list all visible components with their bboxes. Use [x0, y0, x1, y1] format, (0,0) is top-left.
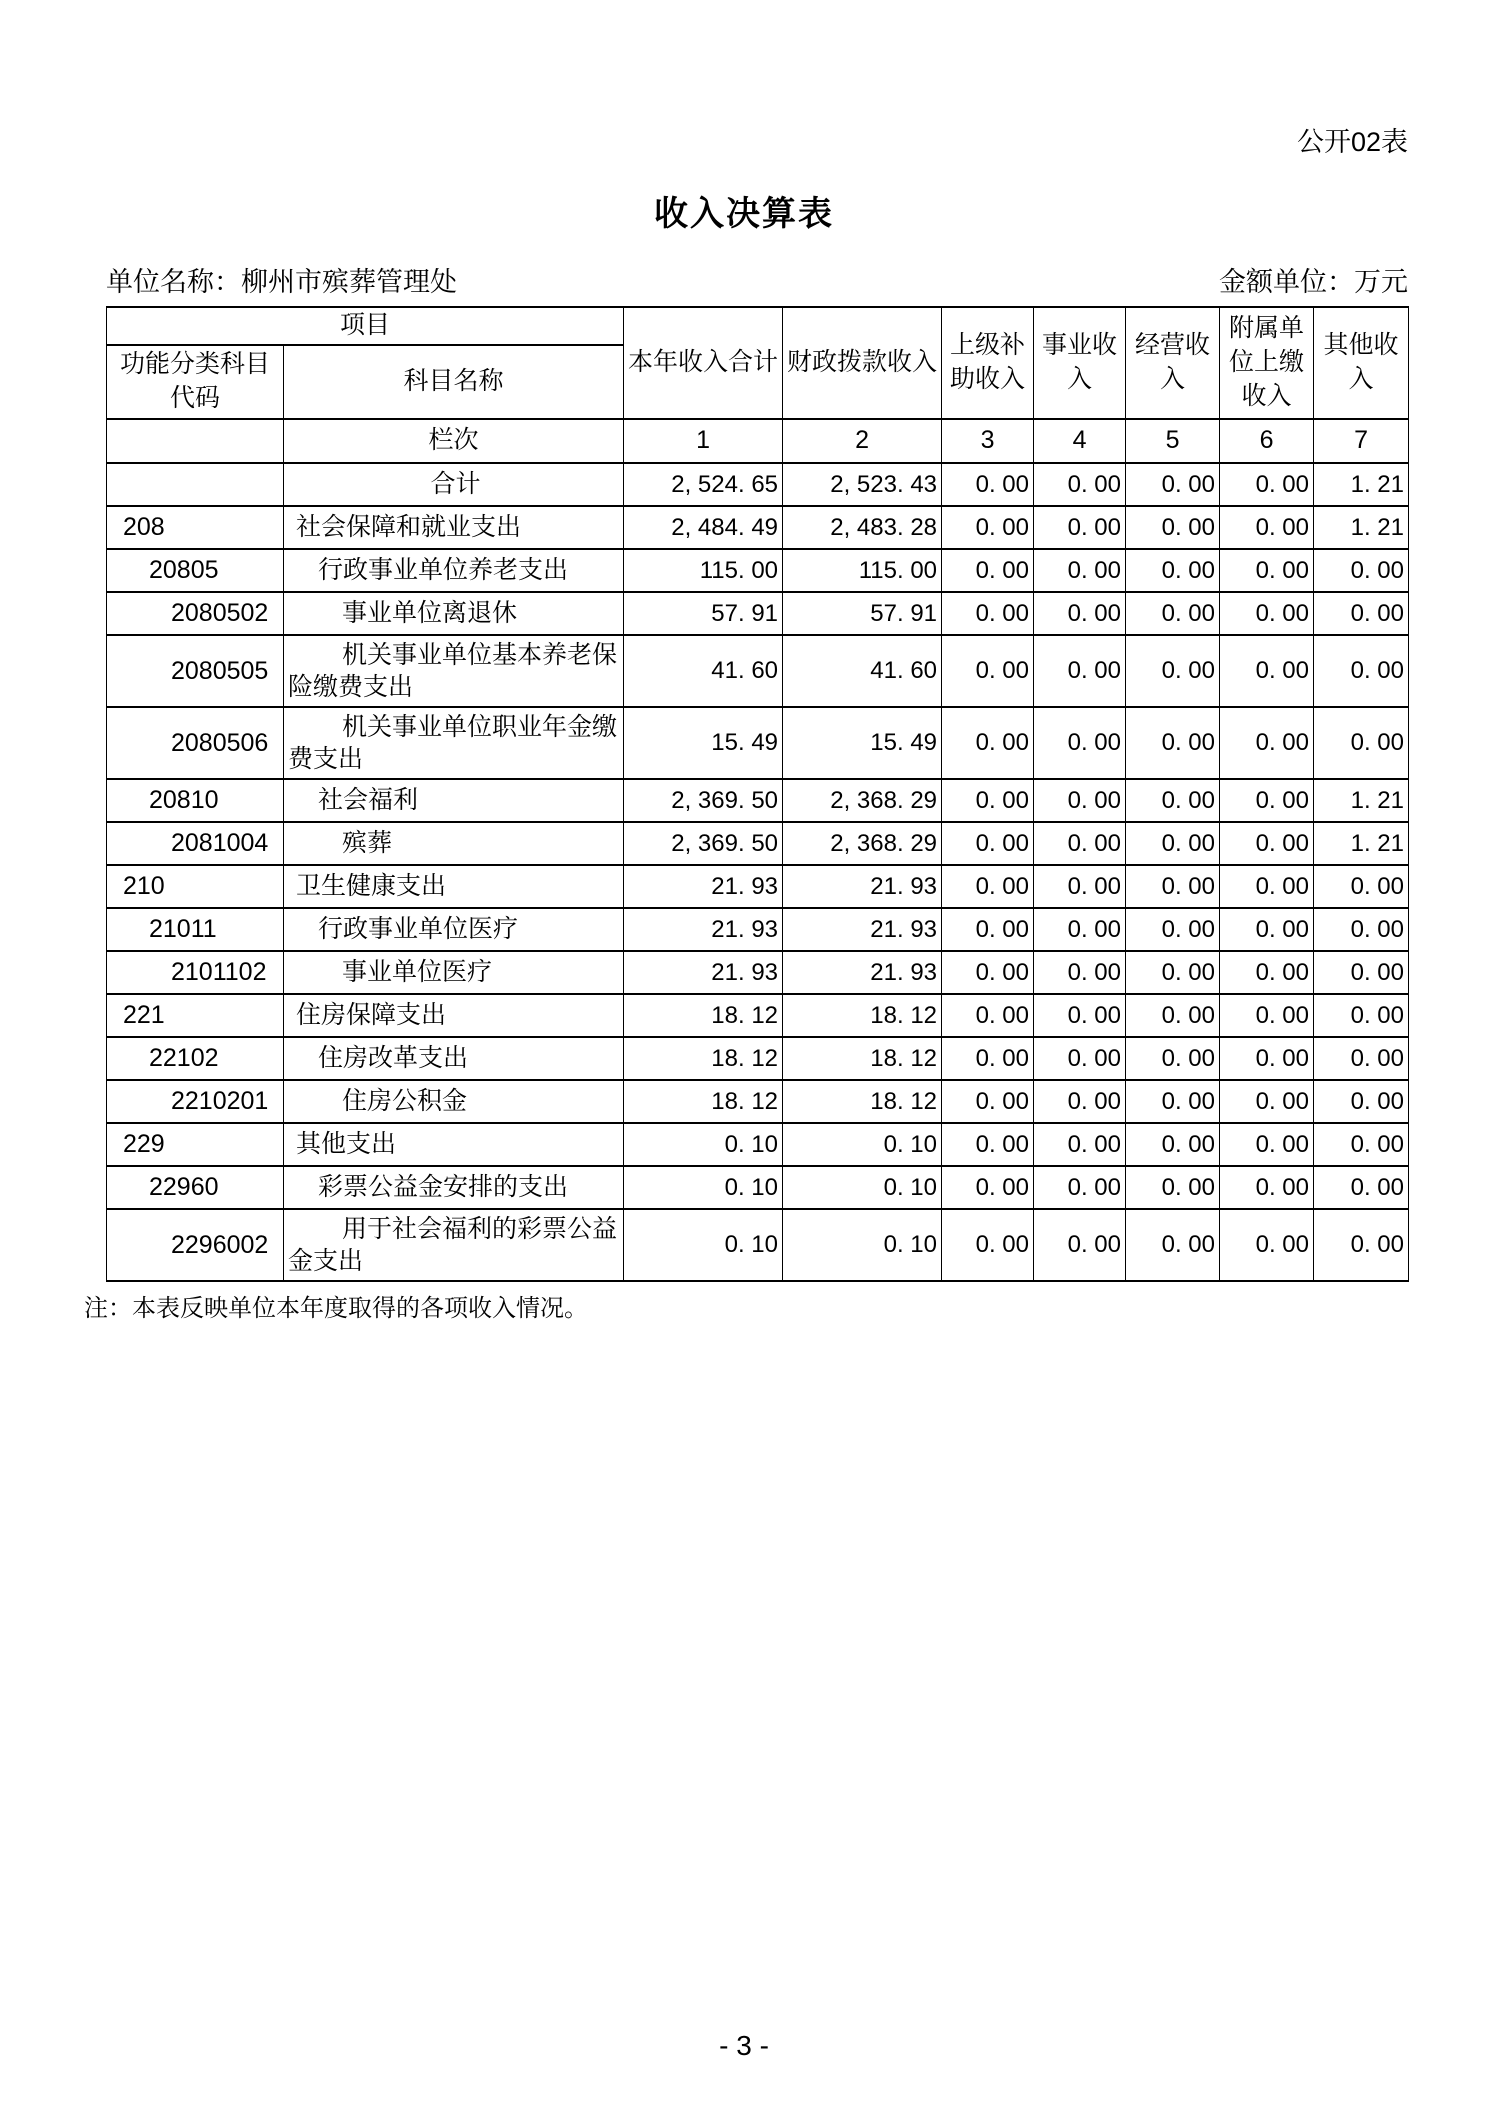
table-row	[107, 549, 1409, 592]
value-cell-total: 57. 91	[624, 592, 783, 635]
value-cell-business: 0. 00	[1126, 1080, 1220, 1123]
value-cell-affiliated: 0. 00	[1220, 1209, 1314, 1281]
value-cell-affiliated: 0. 00	[1220, 1037, 1314, 1080]
value-cell-total: 21. 93	[624, 865, 783, 908]
function-code-cell: 2080505	[107, 635, 284, 707]
header-blank-cell	[107, 419, 284, 463]
value-cell-affiliated: 0. 00	[1220, 707, 1314, 779]
income-final-accounts-table	[106, 306, 1409, 1282]
subject-name-cell: 合计	[284, 463, 624, 506]
value-cell-other: 0. 00	[1314, 549, 1409, 592]
value-cell-affiliated: 0. 00	[1220, 779, 1314, 822]
value-cell-business: 0. 00	[1126, 707, 1220, 779]
table-row	[107, 635, 1409, 707]
subject-name-cell: 殡葬	[284, 822, 624, 865]
value-cell-other: 1. 21	[1314, 822, 1409, 865]
subject-name-cell: 用于社会福利的彩票公益金支出	[284, 1209, 624, 1281]
value-cell-operational: 0. 00	[1034, 506, 1126, 549]
value-cell-business: 0. 00	[1126, 779, 1220, 822]
value-cell-fiscal: 2, 523. 43	[783, 463, 942, 506]
value-cell-business: 0. 00	[1126, 635, 1220, 707]
value-cell-superior-subsidy: 0. 00	[942, 707, 1034, 779]
function-code-cell: 2101102	[107, 951, 284, 994]
header-column-4: 事业收入	[1034, 307, 1126, 419]
table-row	[107, 592, 1409, 635]
value-cell-affiliated: 0. 00	[1220, 506, 1314, 549]
value-cell-total: 41. 60	[624, 635, 783, 707]
value-cell-fiscal: 0. 10	[783, 1209, 942, 1281]
value-cell-superior-subsidy: 0. 00	[942, 635, 1034, 707]
value-cell-total: 15. 49	[624, 707, 783, 779]
header-row-project	[107, 307, 1409, 345]
header-column-1: 本年收入合计	[624, 307, 783, 419]
function-code-cell: 22960	[107, 1166, 284, 1209]
value-cell-business: 0. 00	[1126, 506, 1220, 549]
value-cell-business: 0. 00	[1126, 908, 1220, 951]
value-cell-affiliated: 0. 00	[1220, 549, 1314, 592]
subject-name-cell: 事业单位医疗	[284, 951, 624, 994]
value-cell-fiscal: 57. 91	[783, 592, 942, 635]
value-cell-operational: 0. 00	[1034, 635, 1126, 707]
value-cell-affiliated: 0. 00	[1220, 865, 1314, 908]
value-cell-other: 1. 21	[1314, 779, 1409, 822]
value-cell-affiliated: 0. 00	[1220, 463, 1314, 506]
subject-name-cell: 社会福利	[284, 779, 624, 822]
value-cell-other: 0. 00	[1314, 951, 1409, 994]
function-code-cell: 210	[107, 865, 284, 908]
value-cell-other: 0. 00	[1314, 1166, 1409, 1209]
value-cell-other: 0. 00	[1314, 1123, 1409, 1166]
value-cell-fiscal: 21. 93	[783, 951, 942, 994]
value-cell-operational: 0. 00	[1034, 908, 1126, 951]
value-cell-operational: 0. 00	[1034, 1080, 1126, 1123]
value-cell-operational: 0. 00	[1034, 1166, 1126, 1209]
value-cell-superior-subsidy: 0. 00	[942, 822, 1034, 865]
header-row-column-index	[107, 419, 1409, 463]
table-row	[107, 1166, 1409, 1209]
function-code-cell: 20805	[107, 549, 284, 592]
header-column-index-4: 4	[1034, 419, 1126, 463]
value-cell-superior-subsidy: 0. 00	[942, 865, 1034, 908]
table-row	[107, 707, 1409, 779]
value-cell-fiscal: 115. 00	[783, 549, 942, 592]
value-cell-superior-subsidy: 0. 00	[942, 951, 1034, 994]
value-cell-other: 0. 00	[1314, 592, 1409, 635]
value-cell-total: 2, 524. 65	[624, 463, 783, 506]
table-row	[107, 1123, 1409, 1166]
subject-name-cell: 卫生健康支出	[284, 865, 624, 908]
subject-name-cell: 住房保障支出	[284, 994, 624, 1037]
value-cell-total: 18. 12	[624, 1037, 783, 1080]
value-cell-total: 2, 484. 49	[624, 506, 783, 549]
amount-unit-label: 金额单位：万元	[1219, 267, 1408, 297]
function-code-cell: 2081004	[107, 822, 284, 865]
value-cell-other: 0. 00	[1314, 1037, 1409, 1080]
value-cell-operational: 0. 00	[1034, 463, 1126, 506]
value-cell-business: 0. 00	[1126, 549, 1220, 592]
value-cell-superior-subsidy: 0. 00	[942, 592, 1034, 635]
value-cell-total: 0. 10	[624, 1166, 783, 1209]
value-cell-superior-subsidy: 0. 00	[942, 908, 1034, 951]
header-column-2: 财政拨款收入	[783, 307, 942, 419]
value-cell-superior-subsidy: 0. 00	[942, 1209, 1034, 1281]
value-cell-fiscal: 2, 368. 29	[783, 779, 942, 822]
table-row	[107, 1209, 1409, 1281]
value-cell-total: 0. 10	[624, 1123, 783, 1166]
header-project: 项目	[107, 307, 624, 345]
header-column-index-6: 6	[1220, 419, 1314, 463]
header-column-3: 上级补助收入	[942, 307, 1034, 419]
value-cell-affiliated: 0. 00	[1220, 908, 1314, 951]
header-column-5: 经营收入	[1126, 307, 1220, 419]
value-cell-other: 0. 00	[1314, 994, 1409, 1037]
value-cell-affiliated: 0. 00	[1220, 635, 1314, 707]
value-cell-other: 0. 00	[1314, 908, 1409, 951]
value-cell-total: 2, 369. 50	[624, 779, 783, 822]
function-code-cell: 208	[107, 506, 284, 549]
value-cell-total: 18. 12	[624, 1080, 783, 1123]
header-column-index-5: 5	[1126, 419, 1220, 463]
subject-name-cell: 机关事业单位职业年金缴费支出	[284, 707, 624, 779]
function-code-cell: 229	[107, 1123, 284, 1166]
value-cell-operational: 0. 00	[1034, 592, 1126, 635]
function-code-cell: 21011	[107, 908, 284, 951]
value-cell-total: 115. 00	[624, 549, 783, 592]
header-column-6: 附属单位上缴收入	[1220, 307, 1314, 419]
header-column-index-2: 2	[783, 419, 942, 463]
value-cell-affiliated: 0. 00	[1220, 994, 1314, 1037]
value-cell-business: 0. 00	[1126, 865, 1220, 908]
value-cell-superior-subsidy: 0. 00	[942, 463, 1034, 506]
subject-name-cell: 社会保障和就业支出	[284, 506, 624, 549]
table-row	[107, 865, 1409, 908]
value-cell-affiliated: 0. 00	[1220, 1123, 1314, 1166]
subject-name-cell: 行政事业单位养老支出	[284, 549, 624, 592]
value-cell-business: 0. 00	[1126, 951, 1220, 994]
page-title: 收入决算表	[654, 195, 834, 233]
value-cell-business: 0. 00	[1126, 592, 1220, 635]
subject-name-cell: 机关事业单位基本养老保险缴费支出	[284, 635, 624, 707]
value-cell-other: 0. 00	[1314, 865, 1409, 908]
value-cell-total: 2, 369. 50	[624, 822, 783, 865]
function-code-cell: 221	[107, 994, 284, 1037]
table-row	[107, 822, 1409, 865]
value-cell-fiscal: 18. 12	[783, 994, 942, 1037]
function-code-cell: 2080506	[107, 707, 284, 779]
value-cell-fiscal: 0. 10	[783, 1123, 942, 1166]
function-code-cell	[107, 463, 284, 506]
value-cell-fiscal: 21. 93	[783, 865, 942, 908]
value-cell-business: 0. 00	[1126, 463, 1220, 506]
value-cell-operational: 0. 00	[1034, 1037, 1126, 1080]
value-cell-operational: 0. 00	[1034, 822, 1126, 865]
value-cell-fiscal: 2, 368. 29	[783, 822, 942, 865]
value-cell-superior-subsidy: 0. 00	[942, 1080, 1034, 1123]
table-row	[107, 951, 1409, 994]
table-row	[107, 994, 1409, 1037]
value-cell-other: 0. 00	[1314, 1209, 1409, 1281]
table-row	[107, 463, 1409, 506]
function-code-cell: 20810	[107, 779, 284, 822]
value-cell-business: 0. 00	[1126, 1037, 1220, 1080]
function-code-cell: 2080502	[107, 592, 284, 635]
header-row-index-label: 栏次	[284, 419, 624, 463]
value-cell-business: 0. 00	[1126, 1209, 1220, 1281]
table-row	[107, 908, 1409, 951]
header-column-index-1: 1	[624, 419, 783, 463]
value-cell-operational: 0. 00	[1034, 865, 1126, 908]
value-cell-operational: 0. 00	[1034, 951, 1126, 994]
table-row	[107, 779, 1409, 822]
value-cell-other: 0. 00	[1314, 707, 1409, 779]
value-cell-operational: 0. 00	[1034, 1123, 1126, 1166]
value-cell-affiliated: 0. 00	[1220, 1080, 1314, 1123]
value-cell-affiliated: 0. 00	[1220, 951, 1314, 994]
subject-name-cell: 住房改革支出	[284, 1037, 624, 1080]
subject-name-cell: 事业单位离退休	[284, 592, 624, 635]
value-cell-fiscal: 41. 60	[783, 635, 942, 707]
value-cell-operational: 0. 00	[1034, 549, 1126, 592]
value-cell-affiliated: 0. 00	[1220, 1166, 1314, 1209]
value-cell-superior-subsidy: 0. 00	[942, 549, 1034, 592]
value-cell-superior-subsidy: 0. 00	[942, 1037, 1034, 1080]
value-cell-superior-subsidy: 0. 00	[942, 994, 1034, 1037]
header-function-code: 功能分类科目 代码	[107, 345, 284, 419]
value-cell-fiscal: 0. 10	[783, 1166, 942, 1209]
header-column-index-7: 7	[1314, 419, 1409, 463]
unit-name-label: 单位名称：柳州市殡葬管理处	[106, 267, 457, 297]
value-cell-fiscal: 18. 12	[783, 1037, 942, 1080]
function-code-cell: 2210201	[107, 1080, 284, 1123]
value-cell-fiscal: 18. 12	[783, 1080, 942, 1123]
value-cell-fiscal: 2, 483. 28	[783, 506, 942, 549]
value-cell-operational: 0. 00	[1034, 1209, 1126, 1281]
header-column-index-3: 3	[942, 419, 1034, 463]
value-cell-superior-subsidy: 0. 00	[942, 1166, 1034, 1209]
value-cell-business: 0. 00	[1126, 1166, 1220, 1209]
function-code-cell: 22102	[107, 1037, 284, 1080]
subject-name-cell: 住房公积金	[284, 1080, 624, 1123]
header-subject-name: 科目名称	[284, 345, 624, 419]
value-cell-affiliated: 0. 00	[1220, 592, 1314, 635]
page-number: - 3 -	[719, 2030, 769, 2061]
footnote: 注：本表反映单位本年度取得的各项收入情况。	[84, 1295, 588, 1322]
value-cell-superior-subsidy: 0. 00	[942, 779, 1034, 822]
table-row	[107, 506, 1409, 549]
value-cell-other: 1. 21	[1314, 463, 1409, 506]
value-cell-operational: 0. 00	[1034, 994, 1126, 1037]
value-cell-other: 0. 00	[1314, 1080, 1409, 1123]
value-cell-business: 0. 00	[1126, 822, 1220, 865]
header-column-7: 其他收入	[1314, 307, 1409, 419]
table-row	[107, 1037, 1409, 1080]
value-cell-superior-subsidy: 0. 00	[942, 1123, 1034, 1166]
subject-name-cell: 彩票公益金安排的支出	[284, 1166, 624, 1209]
value-cell-business: 0. 00	[1126, 1123, 1220, 1166]
value-cell-total: 21. 93	[624, 908, 783, 951]
table-meta-row	[106, 260, 1408, 299]
subject-name-cell: 其他支出	[284, 1123, 624, 1166]
subject-name-cell: 行政事业单位医疗	[284, 908, 624, 951]
value-cell-operational: 0. 00	[1034, 707, 1126, 779]
value-cell-fiscal: 21. 93	[783, 908, 942, 951]
value-cell-business: 0. 00	[1126, 994, 1220, 1037]
value-cell-total: 0. 10	[624, 1209, 783, 1281]
value-cell-affiliated: 0. 00	[1220, 822, 1314, 865]
value-cell-other: 1. 21	[1314, 506, 1409, 549]
table-row	[107, 1080, 1409, 1123]
value-cell-superior-subsidy: 0. 00	[942, 506, 1034, 549]
value-cell-other: 0. 00	[1314, 635, 1409, 707]
form-code-label: 公开02表	[1296, 127, 1408, 157]
value-cell-total: 21. 93	[624, 951, 783, 994]
value-cell-operational: 0. 00	[1034, 779, 1126, 822]
value-cell-total: 18. 12	[624, 994, 783, 1037]
value-cell-fiscal: 15. 49	[783, 707, 942, 779]
function-code-cell: 2296002	[107, 1209, 284, 1281]
